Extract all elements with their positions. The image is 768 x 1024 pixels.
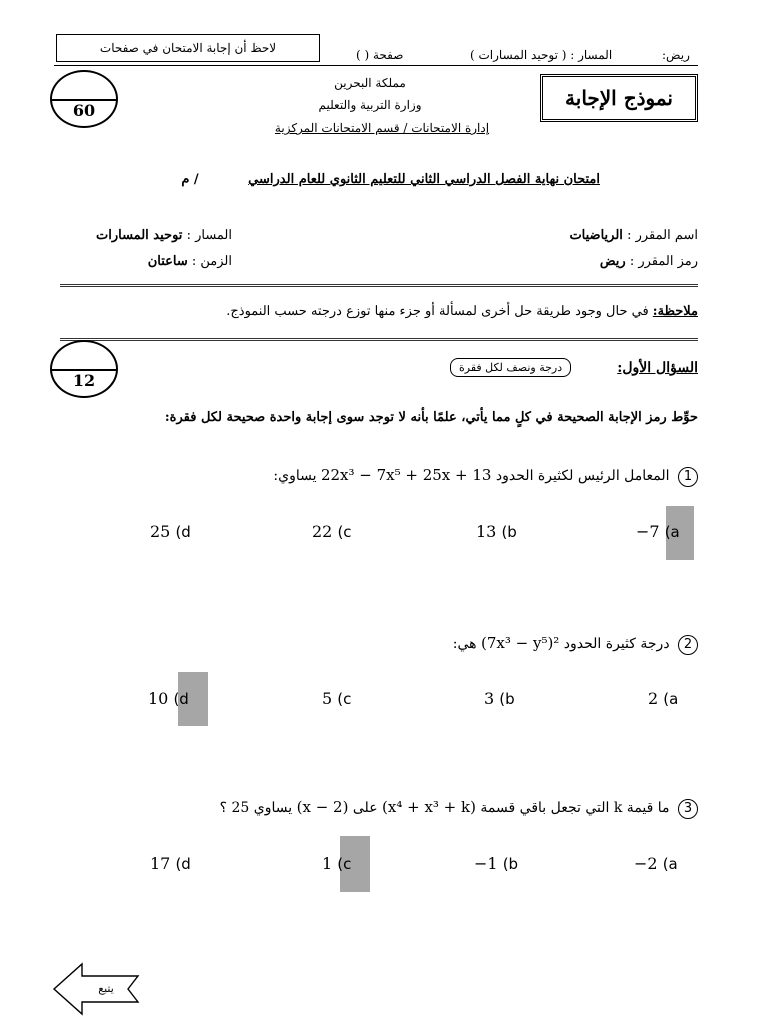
course-code-header: ريض:	[662, 48, 690, 62]
item-2-option-d-value: 10	[148, 689, 169, 708]
question-title: السؤال الأول:	[617, 360, 698, 376]
item-3-text-after: يساوي 25 ؟	[219, 800, 293, 816]
continue-label: يتبع	[98, 982, 114, 995]
question-instruction: حوِّط رمز الإجابة الصحيحة في كلٍ مما يأتي، علمًا بأنه لا توجد سوى إجابة واحدة صحيحة لكل فقرة:	[164, 410, 698, 425]
course-name-label: اسم المقرر :	[627, 228, 698, 243]
track-header: المسار : ( توحيد المسارات )	[470, 48, 613, 62]
item-2-stem	[380, 634, 698, 655]
time-label: الزمن :	[191, 254, 232, 269]
ministry-name: وزارة التربية والتعليم	[318, 98, 422, 112]
item-3-option-b-letter: (b	[502, 854, 519, 873]
course-code-row	[530, 254, 698, 269]
item-1-option-b-value: 13	[476, 522, 497, 541]
grading-note	[200, 304, 698, 319]
pages-note-box	[56, 34, 320, 62]
answer-model-box	[540, 74, 698, 122]
course-code-value: ريض	[599, 254, 626, 269]
item-3-number: 3	[678, 799, 698, 819]
total-score: 60	[72, 101, 96, 120]
exam-title: امتحان نهاية الفصل الدراسي الثاني للتعليم الثانوي للعام الدراسي	[248, 172, 600, 187]
separator-bottom	[60, 338, 698, 341]
item-3-option-c[interactable]	[322, 854, 351, 873]
course-name-row	[530, 228, 698, 243]
item-3-option-d-letter: (d	[175, 854, 191, 873]
item-3-option-d-value: 17	[150, 854, 171, 873]
item-2-option-d[interactable]	[148, 689, 189, 708]
item-2-option-a-value: 2	[648, 689, 659, 708]
item-1-option-a-letter: (a	[664, 522, 680, 541]
item-1-option-c-value: 22	[312, 522, 333, 541]
item-2-option-d-letter: (d	[173, 689, 189, 708]
page-number: صفحة ( )	[356, 48, 404, 62]
item-3-option-b-value: −1	[474, 854, 498, 873]
item-1-option-c-letter: (c	[337, 522, 352, 541]
question-score-circle	[50, 340, 118, 398]
item-2-text-before: درجة كثيرة الحدود	[563, 636, 670, 652]
item-2-option-b[interactable]	[484, 689, 515, 708]
item-2-expression: (7x³ − y⁵)²	[481, 634, 560, 652]
separator-top	[60, 284, 698, 287]
item-2-number: 2	[678, 635, 698, 655]
item-1-option-c[interactable]	[312, 522, 352, 541]
item-1-option-d[interactable]	[150, 522, 191, 541]
department-name: إدارة الامتحانات / قسم الامتحانات المركزية	[274, 121, 490, 135]
continue-arrow[interactable]	[52, 962, 144, 1016]
item-1-number: 1	[678, 467, 698, 487]
item-1-option-d-value: 25	[150, 522, 171, 541]
grading-note-label: ملاحظة:	[652, 304, 698, 319]
time-row	[110, 254, 232, 269]
item-2-option-b-letter: (b	[499, 689, 515, 708]
item-2-option-a[interactable]	[648, 689, 678, 708]
item-1-text-before: المعامل الرئيس لكثيرة الحدود	[495, 468, 670, 484]
item-1-option-b-letter: (b	[501, 522, 517, 541]
item-1-expression: 22x³ − 7x⁵ + 25x + 13	[320, 466, 492, 484]
course-code-label: رمز المقرر :	[629, 254, 698, 269]
time-value: ساعتان	[147, 254, 188, 269]
pages-note-text: لاحظ أن إجابة الامتحان في صفحات	[99, 41, 277, 55]
item-1-option-d-letter: (d	[175, 522, 191, 541]
item-1-option-a[interactable]	[636, 522, 680, 541]
item-3-option-a[interactable]	[634, 854, 678, 873]
item-3-option-d[interactable]	[150, 854, 191, 873]
item-3-option-a-letter: (a	[662, 854, 678, 873]
item-3-stem	[190, 798, 698, 819]
item-3-option-b[interactable]	[474, 854, 518, 873]
item-2-option-a-letter: (a	[663, 689, 679, 708]
item-3-option-c-value: 1	[322, 854, 333, 873]
item-3-text-before: ما قيمة k التي تجعل باقي قسمة	[480, 800, 670, 816]
item-2-option-c-value: 5	[322, 689, 333, 708]
item-1-option-a-value: −7	[636, 522, 660, 541]
item-2-text-after: هي:	[452, 636, 477, 652]
grading-pill: درجة ونصف لكل فقرة	[450, 358, 571, 377]
item-3-text-mid: على	[352, 800, 378, 816]
item-3-divisor: (x − 2)	[296, 798, 349, 816]
header-rule	[54, 65, 698, 66]
question-score: 12	[72, 371, 96, 390]
course-name-value: الرياضيات	[569, 228, 623, 243]
track-row	[80, 228, 232, 243]
item-1-option-b[interactable]	[476, 522, 517, 541]
grading-note-text: في حال وجود طريقة حل أخرى لمسألة أو جزء منها توزع درجته حسب النموذج.	[226, 304, 653, 319]
kingdom-name: مملكة البحرين	[334, 76, 406, 90]
track-label: المسار :	[186, 228, 232, 243]
total-score-circle	[50, 70, 118, 128]
track-value: توحيد المسارات	[96, 228, 183, 243]
item-3-expression: (x⁴ + x³ + k)	[382, 798, 476, 816]
answer-model-title: نموذج الإجابة	[565, 86, 673, 110]
item-3-option-a-value: −2	[634, 854, 658, 873]
item-3-option-c-letter: (c	[337, 854, 352, 873]
item-2-option-b-value: 3	[484, 689, 495, 708]
item-2-option-c-letter: (c	[337, 689, 352, 708]
item-1-text-after: يساوي:	[273, 468, 317, 484]
item-1-stem	[220, 466, 698, 487]
item-2-option-c[interactable]	[322, 689, 351, 708]
exam-year: / م	[181, 172, 199, 187]
